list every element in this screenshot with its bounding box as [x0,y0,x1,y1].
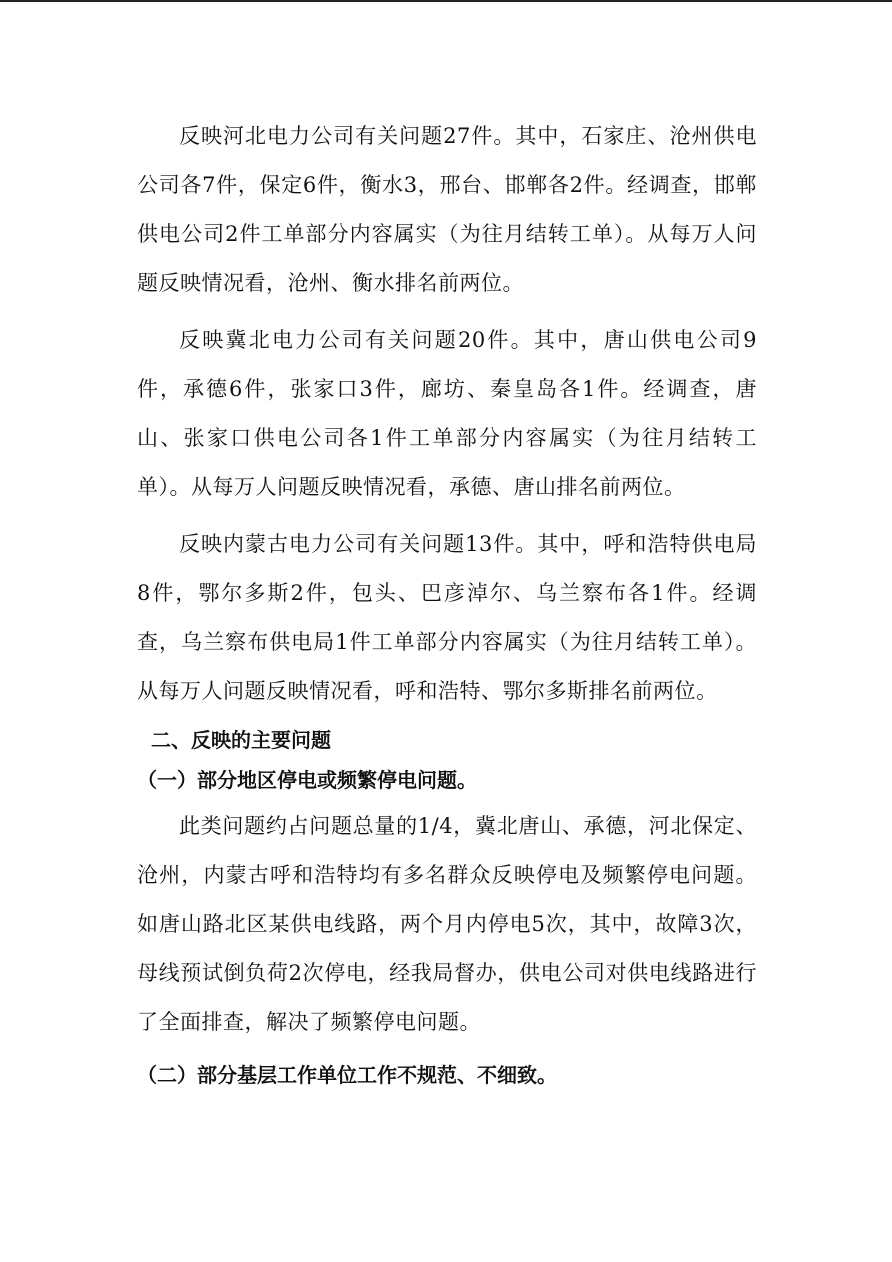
document-page [137,112,757,1095]
paragraph-power-outage: 此类问题约占问题总量的1/4，冀北唐山、承德，河北保定、沧州，内蒙古呼和浩特均有多名群众反映停电及频繁停电问题。如唐山路北区某供电线路，两个月内停电5次，其中，故障3次，母线预试倒负荷2次停电，经我局督办，供电公司对供电线路进行了全面排查，解决了频繁停电问题。 [137,814,757,1034]
paragraph-jibei: 反映冀北电力公司有关问题20件。其中，唐山供电公司9件，承德6件，张家口3件，廊坊、秦皇岛各1件。经调查，唐山、张家口供电公司各1件工单部分内容属实（为往月结转工单）。从每万人问题反映情况看，承德、唐山排名前两位。 [137,328,757,499]
top-border-line [0,0,892,2]
section-heading-main-issues: 二、反映的主要问题 [151,728,331,752]
subsection-heading-nonstandard-work: （二）部分基层工作单位工作不规范、不细致。 [137,1063,557,1087]
paragraph-hebei: 反映河北电力公司有关问题27件。其中，石家庄、沧州供电公司各7件，保定6件，衡水3，邢台、邯郸各2件。经调查，邯郸供电公司2件工单部分内容属实（为往月结转工单）。从每万人问题反映情况看，沧州、衡水排名前两位。 [137,124,757,295]
subsection-heading-power-outage: （一）部分地区停电或频繁停电问题。 [137,768,477,792]
paragraph-neimenggu: 反映内蒙古电力公司有关问题13件。其中，呼和浩特供电局8件，鄂尔多斯2件，包头、巴彦淖尔、乌兰察布各1件。经调查，乌兰察布供电局1件工单部分内容属实（为往月结转工单）。从每万人问题反映情况看，呼和浩特、鄂尔多斯排名前两位。 [137,532,757,703]
